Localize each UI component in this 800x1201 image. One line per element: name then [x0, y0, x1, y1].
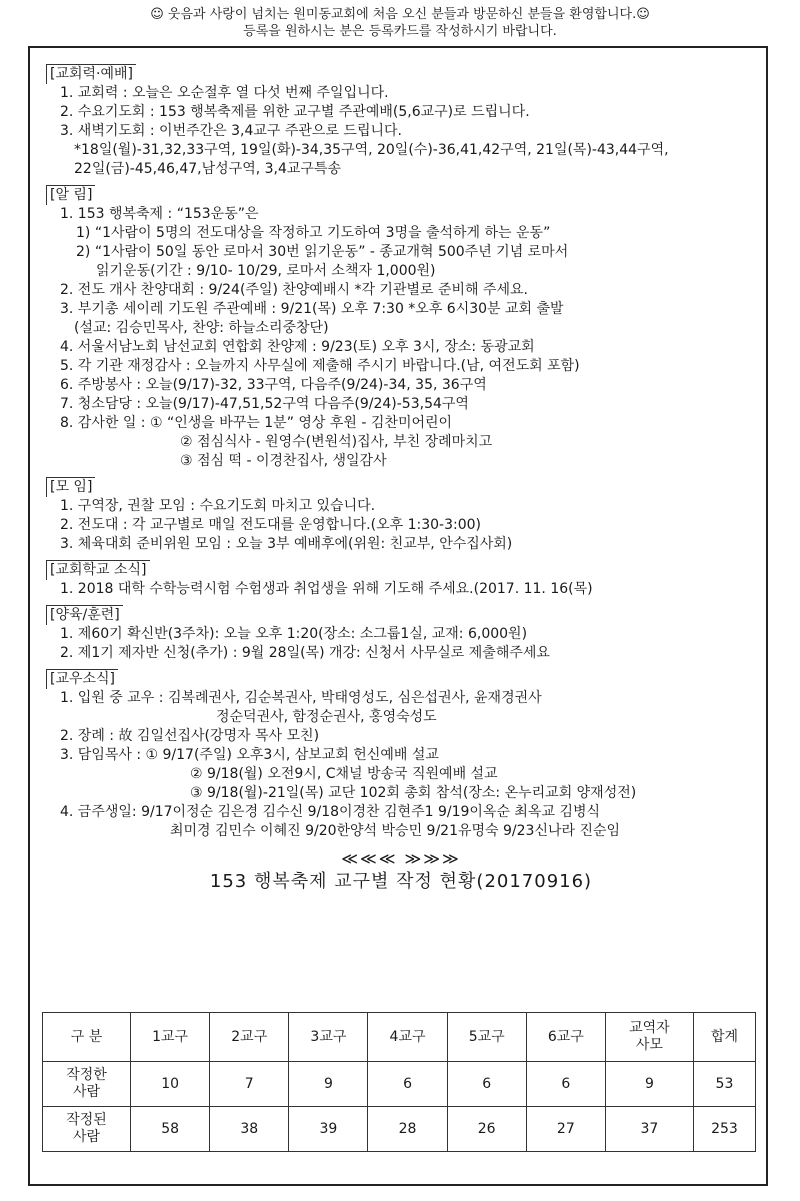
- table-cell: 6: [447, 1062, 526, 1107]
- notice-line: 최미경 김민수 이혜진 9/20한양석 박승민 9/21유명숙 9/23신나라 진순임: [170, 823, 621, 839]
- notice-line: 2. 수요기도회 : 153 행복축제를 위한 교구별 주관예배(5,6교구)로 드립니다.: [60, 104, 530, 120]
- decorative-arrows: ≪≪≪ ≫≫≫: [341, 849, 461, 868]
- welcome-header: [0, 0, 800, 44]
- table-cell: 28: [368, 1107, 447, 1152]
- notice-line: 5. 각 기관 재정감사 : 오늘까지 사무실에 제출해 주시기 바랍니다.(남, 여전도회 포함): [60, 358, 580, 374]
- table-cell: 9: [289, 1062, 368, 1107]
- table-cell: 6: [368, 1062, 447, 1107]
- register-line: 등록을 원하시는 분은 등록카드를 작성하시기 바랍니다.: [243, 24, 557, 39]
- notice-line: 2. 전도대 : 각 교구별로 매일 전도대를 운영합니다.(오후 1:30-3:00): [60, 517, 481, 533]
- notice-line: ③ 점심 떡 - 이경찬집사, 생일감사: [180, 453, 387, 469]
- notice-line: 읽기운동(기간 : 9/10- 10/29, 로마서 소책자 1,000원): [96, 263, 436, 279]
- notice-line: 1. 2018 대학 수학능력시험 수험생과 취업생을 위해 기도해 주세요.(2017. 11. 16(목): [60, 581, 593, 597]
- notice-line: *18일(월)-31,32,33구역, 19일(화)-34,35구역, 20일(수)-36,41,42구역, 21일(목)-43,44구역,: [74, 142, 669, 158]
- table-cell: 10: [131, 1062, 210, 1107]
- table-header-cell: 2교구: [210, 1013, 289, 1062]
- notice-line: 2. 제1기 제자반 신청(추가) : 9월 28일(목) 개강: 신청서 사무실로 제출해주세요: [60, 645, 550, 661]
- notice-line: 2) “1사람이 50일 동안 로마서 30번 읽기운동” - 종교개혁 500주년 기념 로마서: [76, 244, 569, 260]
- notice-line: 정순덕권사, 함정순권사, 홍영숙성도: [216, 709, 437, 725]
- table-header-cell: 구 분: [43, 1013, 131, 1062]
- notice-line: 1. 입원 중 교우 : 김복례권사, 김순복권사, 박태영성도, 심은섭권사, 윤재경권사: [60, 690, 542, 706]
- bulletin-frame: [28, 46, 768, 1186]
- table-header-cell: 1교구: [131, 1013, 210, 1062]
- notice-line: 1. 구역장, 권찰 모임 : 수요기도회 마치고 있습니다.: [60, 498, 376, 514]
- notice-line: 7. 청소담당 : 오늘(9/17)-47,51,52구역 다음주(9/24)-53,54구역: [60, 396, 469, 412]
- notice-line: 1) “1사람이 5명의 전도대상을 작정하고 기도하여 3명을 출석하게 하는 운동”: [76, 225, 551, 241]
- section-title: [모 임]: [46, 477, 95, 497]
- section-worship: [46, 64, 756, 179]
- table-cell: 6: [526, 1062, 605, 1107]
- notice-line: 3. 담임목사 : ① 9/17(주일) 오후3시, 삼보교회 헌신예배 설교: [60, 747, 439, 763]
- notice-line: 1. 제60기 확신반(3주차): 오늘 오후 1:20(장소: 소그룹1실, 교재: 6,000원): [60, 626, 528, 642]
- notice-line: 8. 감사한 일 : ① “인생을 바꾸는 1분” 영상 후원 - 김찬미어린이: [60, 415, 453, 431]
- table-header-row: [43, 1013, 756, 1062]
- section-members: [46, 669, 756, 841]
- table-cell: 253: [693, 1107, 755, 1152]
- row-label: 작정된 사람: [43, 1107, 131, 1152]
- row-label: 작정한 사람: [43, 1062, 131, 1107]
- notice-line: 4. 서울서남노회 남선교회 연합회 찬양제 : 9/23(토) 오후 3시, 장소: 동광교회: [60, 339, 535, 355]
- section-title: [교회학교 소식]: [46, 560, 150, 580]
- notice-line: 2. 전도 개사 찬양대회 : 9/24(주일) 찬양예배시 *각 기관별로 준비해 주세요.: [60, 282, 529, 298]
- notice-line: 6. 주방봉사 : 오늘(9/17)-32, 33구역, 다음주(9/24)-34, 35, 36구역: [60, 377, 487, 393]
- notice-line: 22일(금)-45,46,47,남성구역, 3,4교구특송: [74, 161, 341, 177]
- notice-line: ③ 9/18(월)-21일(목) 교단 102회 총회 참석(장소: 온누리교회 양재성전): [190, 785, 637, 801]
- table-cell: 27: [526, 1107, 605, 1152]
- table-title: 153 행복축제 교구별 작정 현황(20170916): [209, 871, 593, 892]
- section-meetings: [46, 477, 756, 554]
- notice-line: 3. 새벽기도회 : 이번주간은 3,4교구 주관으로 드립니다.: [60, 123, 402, 139]
- table-cell: 26: [447, 1107, 526, 1152]
- notice-line: 3. 부기총 세이레 기도원 주관예배 : 9/21(목) 오후 7:30 *오후 6시30분 교회 출발: [60, 301, 564, 317]
- bulletin-content: [46, 64, 756, 897]
- notice-line: ② 점심식사 - 원영수(변원석)집사, 부친 장례마치고: [180, 434, 493, 450]
- table-header-cell: 5교구: [447, 1013, 526, 1062]
- table-header-cell: 교역자 사모: [605, 1013, 693, 1062]
- notice-line: ② 9/18(월) 오전9시, C채널 방송국 직원예배 설교: [190, 766, 498, 782]
- table-cell: 37: [605, 1107, 693, 1152]
- notice-line: 2. 장례 : 故 김일선집사(강명자 목사 모친): [60, 728, 320, 744]
- section-school: [46, 560, 756, 599]
- pledge-table: [42, 1012, 756, 1152]
- section-title: [교회력·예배]: [46, 64, 136, 84]
- table-cell: 38: [210, 1107, 289, 1152]
- table-cell: 53: [693, 1062, 755, 1107]
- notice-line: 1. 153 행복축제 : “153운동”은: [60, 206, 259, 222]
- notice-line: 4. 금주생일: 9/17이정순 김은경 김수신 9/18이경찬 김현주1 9/19이옥순 최옥교 김병식: [60, 804, 601, 820]
- table-cell: 58: [131, 1107, 210, 1152]
- notice-line: (설교: 김승민목사, 찬양: 하늘소리중창단): [74, 320, 329, 336]
- notice-line: 3. 체육대회 준비위원 모임 : 오늘 3부 예배후에(위원: 친교부, 안수집사회): [60, 536, 513, 552]
- section-title: [양육/훈련]: [46, 605, 123, 625]
- table-cell: 39: [289, 1107, 368, 1152]
- notice-line: 1. 교회력 : 오늘은 오순절후 열 다섯 번째 주일입니다.: [60, 85, 389, 101]
- table-header-cell: 3교구: [289, 1013, 368, 1062]
- welcome-line: ☺ 웃음과 사랑이 넘치는 원미동교회에 처음 오신 분들과 방문하신 분들을 환영합니다.☺: [150, 7, 650, 22]
- table-cell: 9: [605, 1062, 693, 1107]
- table-header-cell: 4교구: [368, 1013, 447, 1062]
- table-header-cell: 합계: [693, 1013, 755, 1062]
- section-title: [교우소식]: [46, 669, 118, 689]
- table-row: [43, 1062, 756, 1107]
- section-notices: [46, 185, 756, 471]
- table-cell: 7: [210, 1062, 289, 1107]
- section-training: [46, 605, 756, 663]
- section-title: [알 림]: [46, 185, 95, 205]
- table-header-cell: 6교구: [526, 1013, 605, 1062]
- table-row: [43, 1107, 756, 1152]
